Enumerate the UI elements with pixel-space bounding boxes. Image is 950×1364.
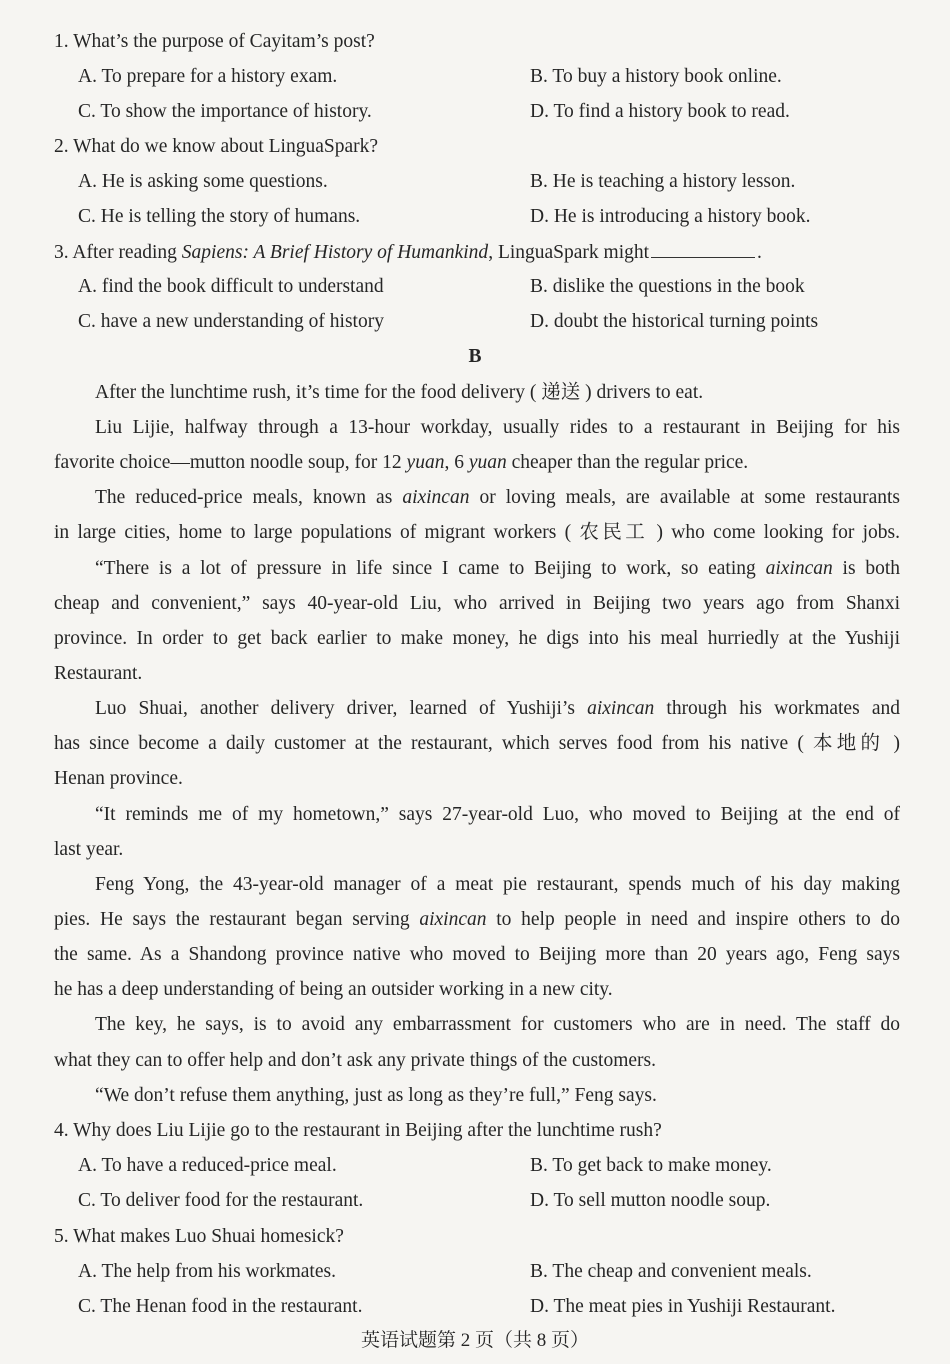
passage-text: or loving meals, are available at some restaurants (469, 487, 900, 508)
question-1-option-d: D. To find a history book to read. (530, 101, 790, 122)
passage-text: through his workmates and (654, 698, 900, 719)
question-3-option-b: B. dislike the questions in the book (530, 276, 805, 297)
passage-p8-line1: The key, he says, is to avoid any embarrassment for customers who are in need. The staff do (95, 1014, 900, 1035)
question-3-stem (54, 240, 762, 265)
question-4-stem: 4. Why does Liu Lijie go to the restaurant in Beijing after the lunchtime rush? (54, 1120, 662, 1141)
passage-p5-line2: has since become a daily customer at the restaurant, which serves food from his native ( 本地的 ) (54, 733, 900, 754)
passage-p4-line2: cheap and convenient,” says 40-year-old Liu, who arrived in Beijing two years ago from Shanxi (54, 593, 900, 614)
passage-text: “There is a lot of pressure in life since I came to Beijing to work, so eating (95, 558, 766, 579)
passage-p6-line2: last year. (54, 839, 124, 860)
passage-p4-line4: Restaurant. (54, 663, 143, 684)
passage-p6-line1: “It reminds me of my hometown,” says 27-year-old Luo, who moved to Beijing at the end of (95, 804, 900, 825)
page-footer: 英语试题第 2 页（共 8 页） (360, 1330, 589, 1351)
passage-text: cheaper than the regular price. (506, 452, 749, 473)
passage-text: to help people in need and inspire others to do (486, 909, 900, 930)
passage-p7-line1: Feng Yong, the 43-year-old manager of a meat pie restaurant, spends much of his day making (95, 874, 900, 895)
passage-p3-line2: in large cities, home to large populations of migrant workers ( 农民工 ) who come looking for jobs. (54, 522, 900, 543)
question-5-option-c: C. The Henan food in the restaurant. (78, 1296, 363, 1317)
passage-p7-line4: he has a deep understanding of being an outsider working in a new city. (54, 979, 613, 1000)
question-1-option-b: B. To buy a history book online. (530, 66, 782, 87)
term-aixincan: aixincan (419, 909, 487, 930)
passage-p7-line2 (54, 908, 900, 932)
question-4-option-d: D. To sell mutton noodle soup. (530, 1190, 771, 1211)
passage-text: The reduced-price meals, known as (95, 487, 403, 508)
passage-p5-line1 (95, 697, 900, 721)
question-2-option-d: D. He is introducing a history book. (530, 206, 811, 227)
passage-p8-line2: what they can to offer help and don’t ask any private things of the customers. (54, 1050, 656, 1071)
question-5-option-d: D. The meat pies in Yushiji Restaurant. (530, 1296, 836, 1317)
passage-text: pies. He says the restaurant began serving (54, 909, 420, 930)
question-2-option-b: B. He is teaching a history lesson. (530, 171, 796, 192)
question-3-stem-end: . (757, 242, 762, 263)
passage-text: is both (832, 558, 900, 579)
question-2-option-c: C. He is telling the story of humans. (78, 206, 361, 227)
passage-text: favorite choice—mutton noodle soup, for 12 (54, 452, 407, 473)
passage-p7-line3: the same. As a Shandong province native who moved to Beijing more than 20 years ago, Feng says (54, 944, 900, 965)
question-5-stem: 5. What makes Luo Shuai homesick? (54, 1226, 344, 1247)
term-yuan: yuan (406, 452, 445, 473)
question-3-stem-pre: 3. After reading (54, 242, 182, 263)
passage-p1: After the lunchtime rush, it’s time for the food delivery ( 递送 ) drivers to eat. (95, 382, 704, 403)
book-title: Sapiens: A Brief History of Humankind (181, 242, 489, 263)
question-1-stem: 1. What’s the purpose of Cayitam’s post? (54, 31, 375, 52)
question-4-option-c: C. To deliver food for the restaurant. (78, 1190, 364, 1211)
question-1-option-c: C. To show the importance of history. (78, 101, 372, 122)
question-3-option-d: D. doubt the historical turning points (530, 311, 819, 332)
section-b-heading: B (468, 346, 482, 367)
passage-p9: “We don’t refuse them anything, just as long as they’re full,” Feng says. (95, 1085, 657, 1106)
term-aixincan: aixincan (402, 487, 470, 508)
question-4-option-a: A. To have a reduced-price meal. (78, 1155, 337, 1176)
passage-p4-line3: province. In order to get back earlier to make money, he digs into his meal hurriedly at the Yushiji (54, 628, 900, 649)
term-aixincan: aixincan (765, 558, 833, 579)
question-2-option-a: A. He is asking some questions. (78, 171, 328, 192)
answer-blank (651, 240, 755, 258)
passage-p5-line3: Henan province. (54, 768, 183, 789)
question-5-option-b: B. The cheap and convenient meals. (530, 1261, 812, 1282)
question-3-stem-post: , LinguaSpark might (488, 242, 650, 263)
passage-p2-line2 (54, 451, 748, 475)
passage-p2-line1: Liu Lijie, halfway through a 13-hour workday, usually rides to a restaurant in Beijing for his (95, 417, 900, 438)
passage-text: Luo Shuai, another delivery driver, learned of Yushiji’s (95, 698, 588, 719)
passage-text: , 6 (444, 452, 469, 473)
term-yuan: yuan (468, 452, 507, 473)
term-aixincan: aixincan (587, 698, 655, 719)
question-4-option-b: B. To get back to make money. (530, 1155, 772, 1176)
question-5-option-a: A. The help from his workmates. (78, 1261, 336, 1282)
question-3-option-c: C. have a new understanding of history (78, 311, 384, 332)
question-3-option-a: A. find the book difficult to understand (78, 276, 384, 297)
question-2-stem: 2. What do we know about LinguaSpark? (54, 136, 379, 157)
passage-p4-line1 (95, 557, 900, 581)
question-1-option-a: A. To prepare for a history exam. (78, 66, 338, 87)
passage-p3-line1 (95, 486, 900, 510)
